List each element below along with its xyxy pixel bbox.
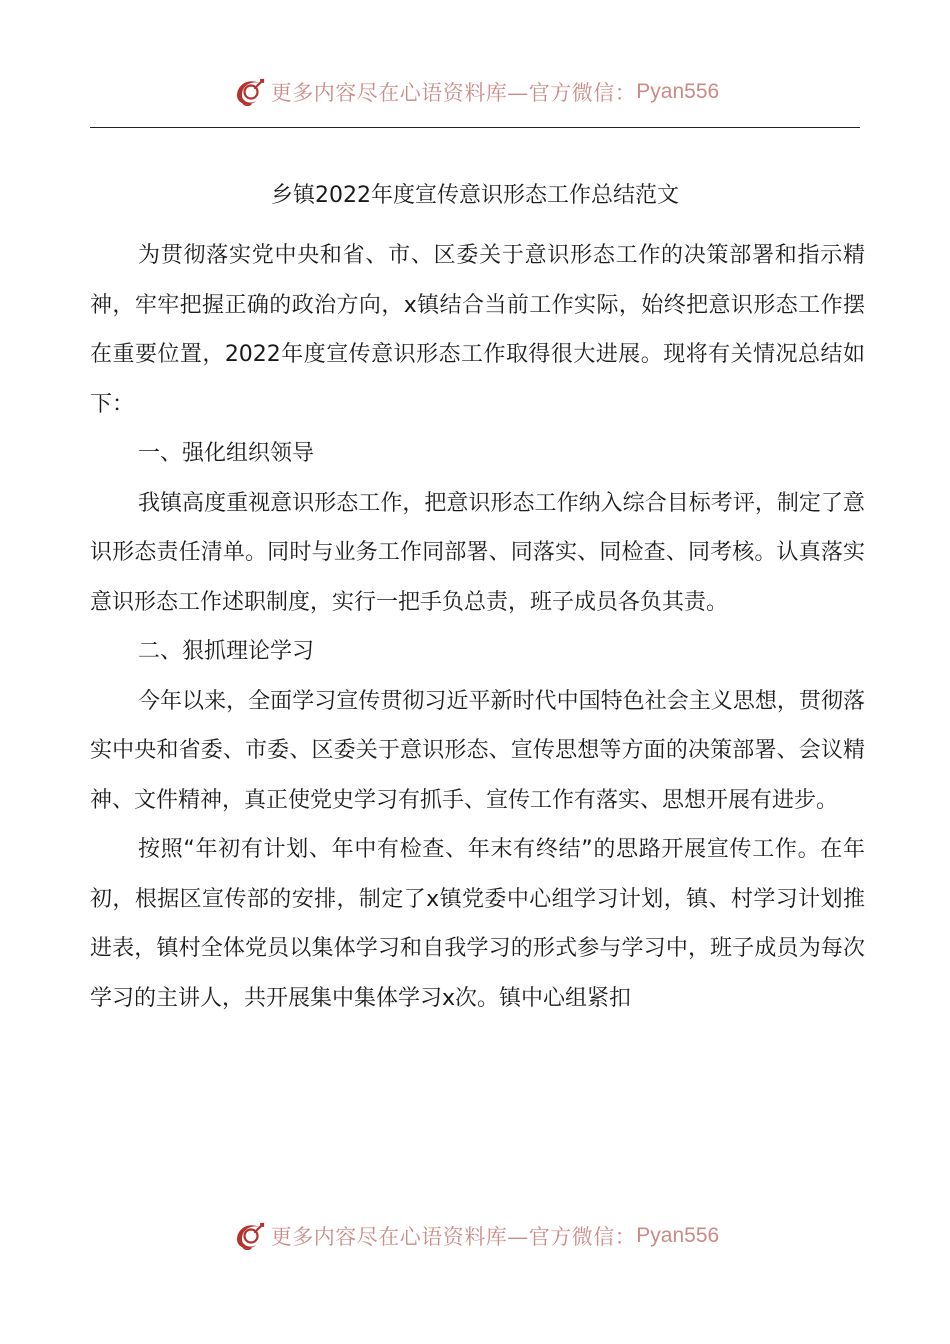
banner-wechat-id: Pyan556 [636,1224,720,1247]
brand-logo-icon [231,1218,267,1254]
banner-ad-text: 更多内容尽在心语资料库—官方微信： [270,81,637,105]
banner-wechat-id: Pyan556 [636,80,720,103]
section-heading-1: 一、强化组织领导 [138,441,315,466]
banner-ad-text: 更多内容尽在心语资料库—官方微信： [270,1225,637,1249]
header-watermark-banner [0,70,950,114]
section-2-paragraph-2: 按照“年初有计划、年中有检查、年末有终结”的思路开展宣传工作。在年初，根据区宣传部的安排，制定了x镇党委中心组学习计划，镇、村学习计划推进表，镇村全体党员以集体学习和自我学习的形式参与学习中，班子成员为每次学习的主讲人，共开展集中集体学习x次。镇中心组紧扣 [90,837,865,1011]
intro-paragraph: 为贯彻落实党中央和省、市、区委关于意识形态工作的决策部署和指示精神，牢牢把握正确的政治方向，x镇结合当前工作实际，始终把意识形态工作摆在重要位置，2022年度宣传意识形态工作取得很大进展。现将有关情况总结如下： [90,243,865,417]
section-1-paragraph: 我镇高度重视意识形态工作，把意识形态工作纳入综合目标考评，制定了意识形态责任清单。同时与业务工作同部署、同落实、同检查、同考核。认真落实意识形态工作述职制度，实行一把手负总责，班子成员各负其责。 [90,490,865,615]
section-heading-2: 二、狠抓理论学习 [138,639,315,664]
section-2-paragraph-1: 今年以来，全面学习宣传贯彻习近平新时代中国特色社会主义思想，贯彻落实中央和省委、市委、区委关于意识形态、宣传思想等方面的决策部署、会议精神、文件精神，真正使党史学习有抓手、宣传工作有落实、思想开展有进步。 [90,688,865,813]
document-title: 乡镇2022年度宣传意识形态工作总结范文 [271,183,679,208]
brand-logo-icon [231,74,267,110]
footer-watermark-banner [0,1214,950,1258]
document-body [90,231,865,1023]
header-divider [90,127,860,128]
